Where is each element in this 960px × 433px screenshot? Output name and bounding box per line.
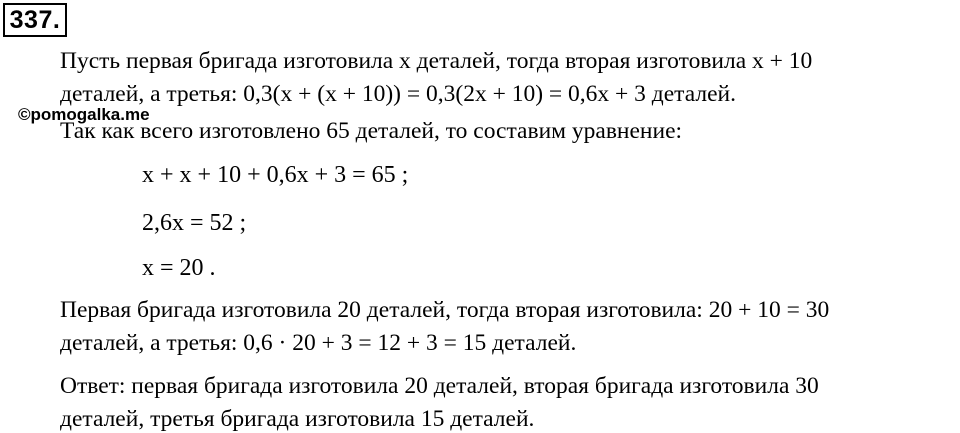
equation-1: x + x + 10 + 0,6x + 3 = 65 ; <box>142 162 409 188</box>
watermark: ©pomogalka.me <box>18 105 150 124</box>
text-line-2: деталей, а третья: 0,3(x + (x + 10)) = 0,3(2x + 10) = 0,6x + 3 деталей. <box>60 81 736 107</box>
text-line-3: Так как всего изготовлено 65 деталей, то составим уравнение: <box>60 118 683 144</box>
answer-line-1: Ответ: первая бригада изготовила 20 деталей, вторая бригада изготовила 30 <box>60 373 819 399</box>
conclusion-line-2: деталей, а третья: 0,6 · 20 + 3 = 12 + 3 = 15 деталей. <box>60 330 577 356</box>
answer-line-2: деталей, третья бригада изготовила 15 деталей. <box>60 406 535 432</box>
text-line-1: Пусть первая бригада изготовила x деталей, тогда вторая изготовила x + 10 <box>60 48 813 74</box>
conclusion-line-1: Первая бригада изготовила 20 деталей, тогда вторая изготовила: 20 + 10 = 30 <box>60 297 830 323</box>
problem-number: 337. <box>3 3 67 37</box>
equation-3: x = 20 . <box>142 255 216 281</box>
equation-2: 2,6x = 52 ; <box>142 210 247 236</box>
